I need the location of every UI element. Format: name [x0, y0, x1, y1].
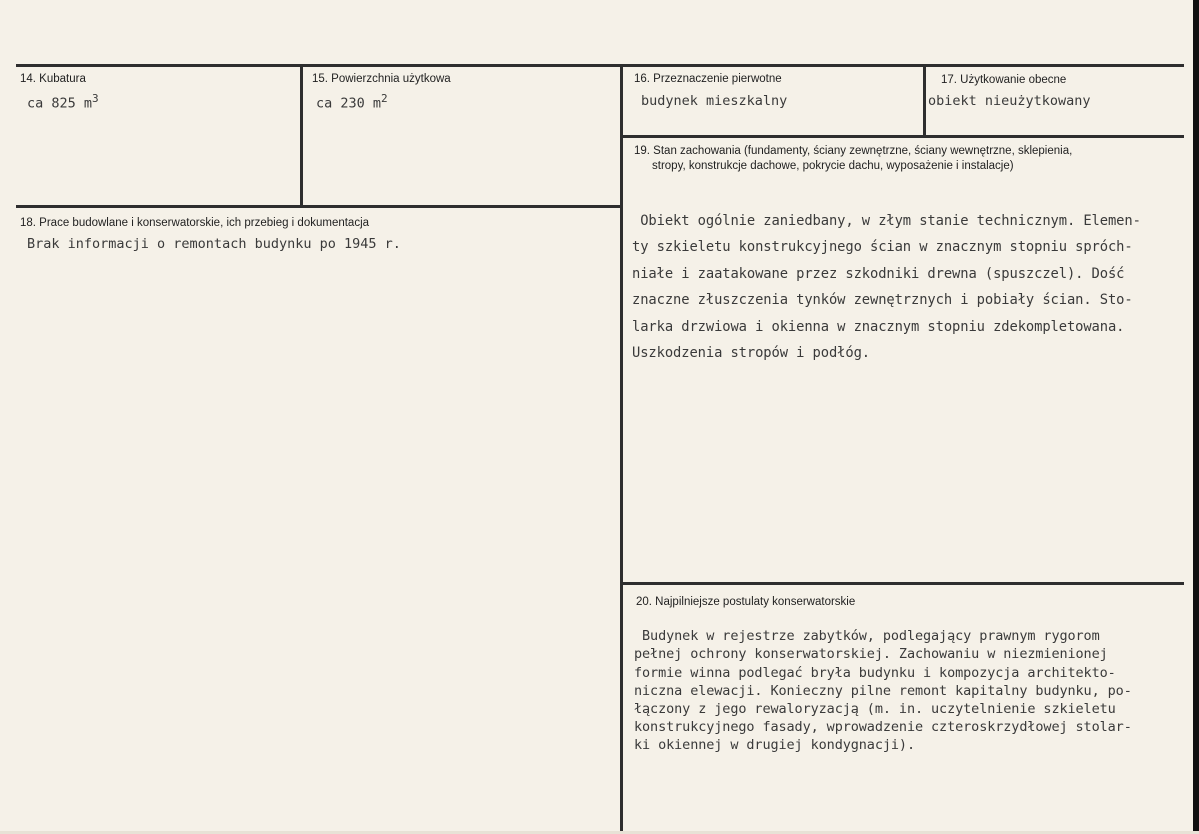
postulaty-line: łączony z jego rewaloryzacją (m. in. uczytelnienie szkieletu — [634, 701, 1116, 718]
postulaty-line: formie winna podlegać bryła budynku i kompozycja architekto- — [634, 664, 1116, 681]
stan-line: znaczne złuszczenia tynków zewnętrznych i pobiały ścian. Sto- — [632, 292, 1133, 308]
top-rule — [16, 64, 1184, 67]
rule-under-19 — [622, 582, 1184, 585]
kubatura-label: 14. Kubatura — [20, 73, 86, 85]
uzytkowanie-value: obiekt nieużytkowany — [928, 93, 1091, 109]
stan-line: larka drzwiowa i okienna w znacznym stopniu zdekompletowana. — [632, 318, 1125, 335]
powierzchnia-value-text: ca 230 m — [316, 95, 382, 112]
kubatura-value-text: ca 825 m — [27, 95, 93, 112]
przeznaczenie-label: 16. Przeznaczenie pierwotne — [634, 73, 782, 85]
prace-label: 18. Prace budowlane i konserwatorskie, ich przebieg i dokumentacja — [20, 217, 370, 229]
powierzchnia-value — [316, 92, 388, 112]
postulaty-line: niczna elewacji. Konieczny pilne remont kapitalny budynku, po- — [634, 682, 1132, 699]
stan-line: ty szkieletu konstrukcyjnego ścian w znacznym stopniu spróch- — [632, 239, 1133, 255]
divider-main — [620, 64, 623, 834]
postulaty-line: konstrukcyjnego fasady, wprowadzenie czteroskrzydłowej stolar- — [634, 719, 1132, 736]
rule-under-14-15 — [16, 205, 622, 208]
postulaty-label: 20. Najpilniejsze postulaty konserwatorskie — [636, 596, 856, 608]
divider-14-15 — [300, 64, 303, 208]
postulaty-text — [634, 609, 1132, 755]
postulaty-line: Budynek w rejestrze zabytków, podlegający prawnym rygorom — [634, 628, 1100, 645]
kubatura-value — [27, 92, 99, 112]
stan-line: Uszkodzenia stropów i podłóg. — [632, 345, 870, 361]
prace-value: Brak informacji o remontach budynku po 1945 r. — [27, 236, 401, 252]
stan-text — [632, 181, 1141, 367]
stan-line: niałe i zaatakowane przez szkodniki drewna (spuszczel). Dość — [632, 265, 1125, 282]
rule-under-16-17 — [622, 135, 1184, 138]
stan-label-line-1: 19. Stan zachowania (fundamenty, ściany zewnętrzne, ściany wewnętrzne, sklepienia, — [634, 145, 1073, 157]
uzytkowanie-label: 17. Użytkowanie obecne — [941, 74, 1067, 86]
przeznaczenie-value: budynek mieszkalny — [641, 93, 788, 109]
postulaty-line: pełnej ochrony konserwatorskiej. Zachowaniu w niezmienionej — [634, 646, 1108, 663]
scan-edge-right — [1193, 0, 1199, 834]
divider-16-17 — [923, 64, 926, 138]
stan-line: Obiekt ogólnie zaniedbany, w złym stanie technicznym. Elemen- — [632, 212, 1141, 229]
stan-label-line-2: stropy, konstrukcje dachowe, pokrycie dachu, wyposażenie i instalacje) — [652, 160, 1014, 172]
postulaty-line: ki okiennej w drugiej kondygnacji). — [634, 737, 915, 754]
powierzchnia-unit-exponent: 2 — [381, 92, 388, 105]
powierzchnia-label: 15. Powierzchnia użytkowa — [312, 73, 451, 85]
kubatura-unit-exponent: 3 — [92, 92, 99, 105]
